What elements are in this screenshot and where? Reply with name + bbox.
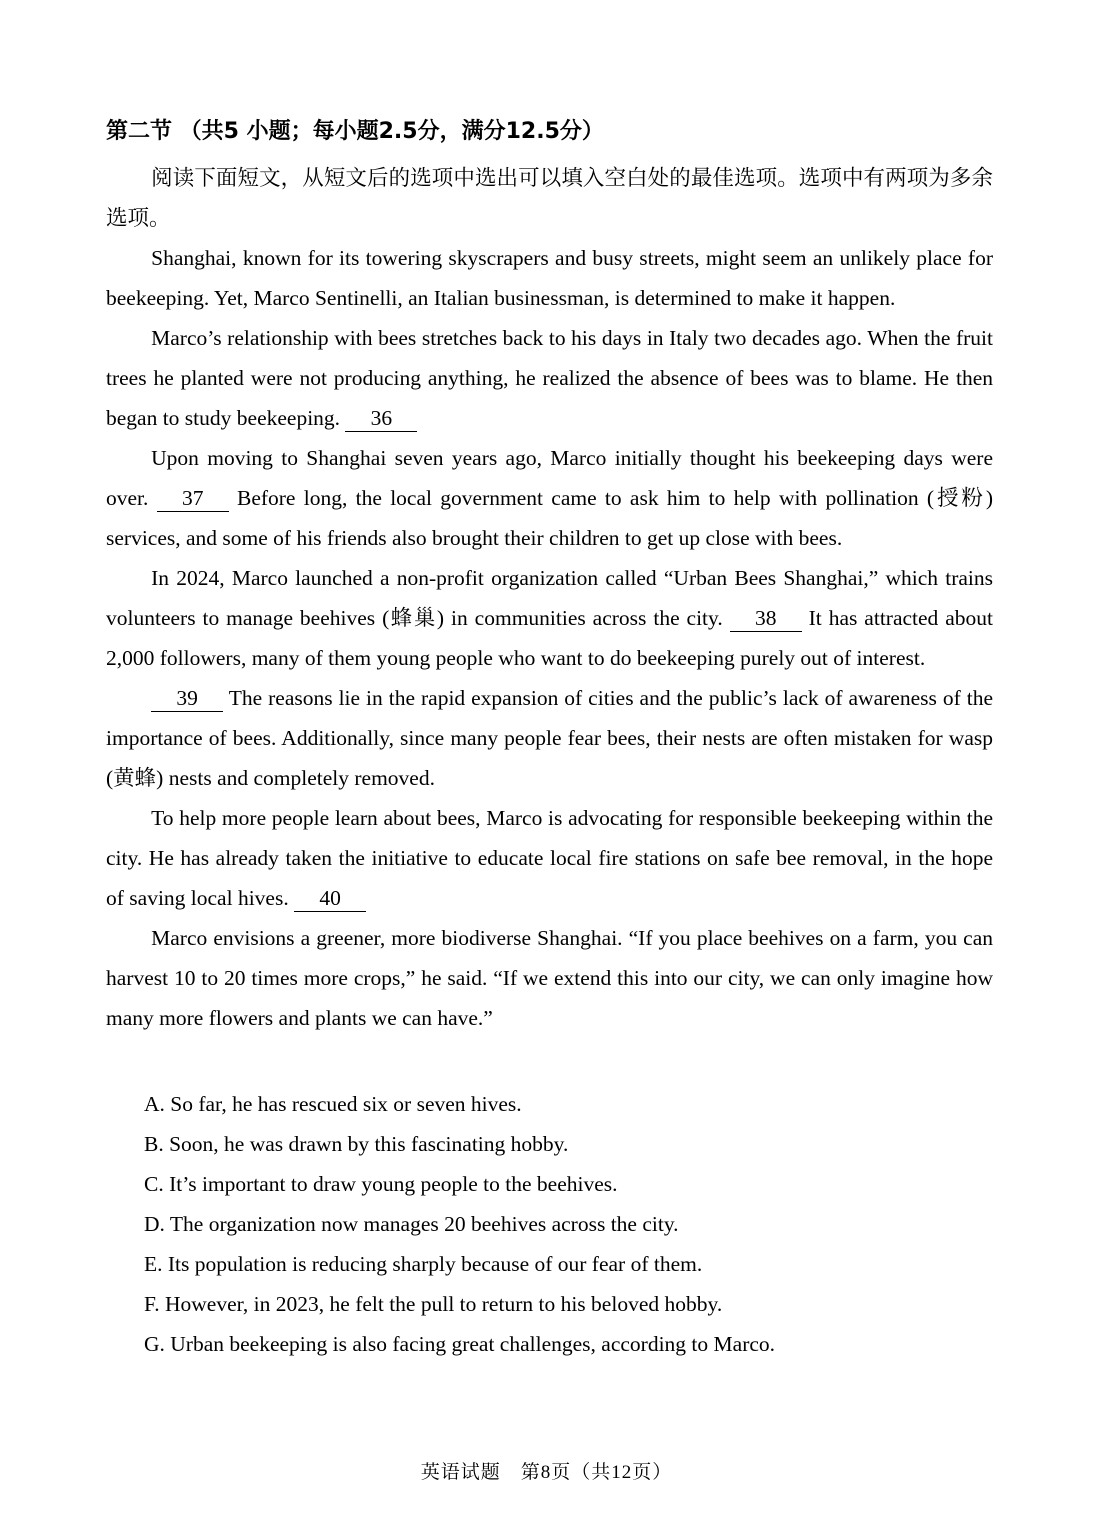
paragraph: Marco envisions a greener, more biodiverse Shanghai. “If you place beehives on a farm, you can harvest 10 to 20 times more crops,” he said. “If we extend this into our city, we can only imagine how many more flowers and plants we can have.”: [106, 926, 993, 1030]
blank-37: 37: [157, 486, 229, 512]
paragraph: In 2024, Marco launched a non-profit organization called “Urban Bees Shanghai,” which trains volunteers to manage beehives (蜂巢) in communities across the city. 38 It has attracted about 2,000 followers, many of them young people who want to do beekeeping purely out of interest.: [106, 566, 993, 670]
blank-39: 39: [151, 686, 223, 712]
blank-40: 40: [294, 886, 366, 912]
option-E: E. Its population is reducing sharply because of our fear of them.: [144, 1252, 703, 1276]
option-G: G. Urban beekeeping is also facing great challenges, according to Marco.: [144, 1332, 776, 1356]
option-B: B. Soon, he was drawn by this fascinating hobby.: [144, 1132, 569, 1156]
option-D: D. The organization now manages 20 beehives across the city.: [144, 1212, 679, 1236]
paragraph: To help more people learn about bees, Marco is advocating for responsible beekeeping within the city. He has already taken the initiative to educate local fire stations on safe bee removal, in the hope of saving local hives. 40: [106, 806, 993, 910]
instructions: 阅读下面短文，从短文后的选项中选出可以填入空白处的最佳选项。选项中有两项为多余选项。: [106, 166, 993, 230]
paragraph: Upon moving to Shanghai seven years ago, Marco initially thought his beekeeping days were over. 37 Before long, the local government came to ask him to help with pollination (授粉) services, and some of his friends also brought their children to get up close with bees.: [106, 446, 993, 550]
option-C: C. It’s important to draw young people to the beehives.: [144, 1172, 618, 1196]
option-A: A. So far, he has rescued six or seven hives.: [144, 1092, 522, 1116]
page-footer: 英语试题 第8页（共12页）: [420, 1462, 673, 1483]
option-F: F. However, in 2023, he felt the pull to return to his beloved hobby.: [144, 1292, 723, 1316]
passage: [106, 238, 993, 1038]
section-header: 第二节 （共5 小题；每小题2.5分，满分12.5分）: [106, 119, 604, 144]
blank-38: 38: [730, 606, 802, 632]
paragraph: Marco’s relationship with bees stretches back to his days in Italy two decades ago. When the fruit trees he planted were not producing anything, he realized the absence of bees was to blame. He then began to study beekeeping. 36: [106, 326, 993, 430]
blank-36: 36: [345, 406, 417, 432]
options-list: [144, 1084, 993, 1364]
paragraph: 39 The reasons lie in the rapid expansion of cities and the public’s lack of awareness of the importance of bees. Additionally, since many people fear bees, their nests are often mistaken for wasp (黄蜂) nests and completely removed.: [106, 686, 993, 790]
paragraph: Shanghai, known for its towering skyscrapers and busy streets, might seem an unlikely place for beekeeping. Yet, Marco Sentinelli, an Italian businessman, is determined to make it happen.: [106, 246, 993, 310]
